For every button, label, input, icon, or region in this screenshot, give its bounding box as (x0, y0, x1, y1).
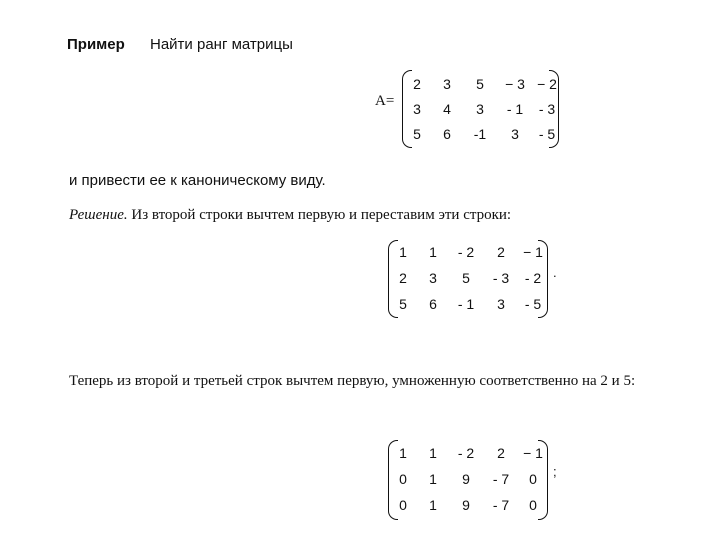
matrix-cell: 2 (413, 76, 421, 92)
matrix-cell: - 5 (524, 296, 542, 312)
matrix-cell: - 7 (492, 471, 510, 487)
matrix-cell: − 2 (537, 76, 557, 92)
solution-text: Из второй строки вычтем первую и переставим эти строки: (131, 207, 512, 223)
matrix-cell: 2 (497, 445, 505, 461)
solution-line (69, 207, 511, 224)
matrix-cell: 3 (511, 126, 519, 142)
matrix-cell: 1 (429, 244, 437, 260)
matrix-cell: 3 (497, 296, 505, 312)
matrix-cell: - 1 (506, 101, 524, 117)
matrix-a (402, 70, 559, 148)
matrix-cell: 1 (399, 244, 407, 260)
matrix-cell: 6 (443, 126, 451, 142)
matrix-cell: − 3 (505, 76, 525, 92)
matrix-cell: 0 (529, 497, 537, 513)
matrix-cell: 3 (429, 270, 437, 286)
matrix-c (388, 440, 548, 520)
matrix-cell: 4 (443, 101, 451, 117)
matrix-cell: 0 (399, 497, 407, 513)
example-label: Пример (67, 36, 125, 53)
matrix-cell: 1 (399, 445, 407, 461)
matrix-cell: 5 (399, 296, 407, 312)
matrix-a-label: А= (375, 93, 395, 109)
matrix-cell: 5 (413, 126, 421, 142)
matrix-cell: 3 (413, 101, 421, 117)
matrix-cell: - 7 (492, 497, 510, 513)
text-line-subtract: Теперь из второй и третьей строк вычтем первую, умноженную соответственно на 2 и 5: (69, 373, 636, 389)
matrix-cell: 3 (443, 76, 451, 92)
matrix-cell: -1 (473, 126, 487, 142)
matrix-cell: 1 (429, 445, 437, 461)
matrix-cell: 5 (476, 76, 484, 92)
matrix-cell: − 1 (523, 244, 543, 260)
matrix-cell: 1 (429, 497, 437, 513)
matrix-cell: 9 (462, 497, 470, 513)
matrix-c-punctuation: ; (553, 464, 557, 479)
matrix-cell: 9 (462, 471, 470, 487)
matrix-cell: − 1 (523, 445, 543, 461)
matrix-cell: 1 (429, 471, 437, 487)
matrix-b (388, 240, 548, 318)
matrix-cell: 5 (462, 270, 470, 286)
matrix-cell: 2 (399, 270, 407, 286)
matrix-cell: - 2 (457, 244, 475, 260)
matrix-cell: - 2 (457, 445, 475, 461)
task-text: Найти ранг матрицы (150, 36, 293, 53)
matrix-cell: 6 (429, 296, 437, 312)
matrix-cell: - 1 (457, 296, 475, 312)
matrix-cell: - 3 (538, 101, 556, 117)
matrix-cell: - 3 (492, 270, 510, 286)
text-line-canonical: и привести ее к каноническому виду. (69, 172, 326, 189)
matrix-b-punctuation: . (553, 265, 557, 280)
matrix-cell: - 5 (538, 126, 556, 142)
matrix-cell: 3 (476, 101, 484, 117)
matrix-cell: - 2 (524, 270, 542, 286)
matrix-cell: 0 (529, 471, 537, 487)
matrix-cell: 2 (497, 244, 505, 260)
matrix-cell: 0 (399, 471, 407, 487)
solution-label: Решение. (69, 207, 128, 223)
